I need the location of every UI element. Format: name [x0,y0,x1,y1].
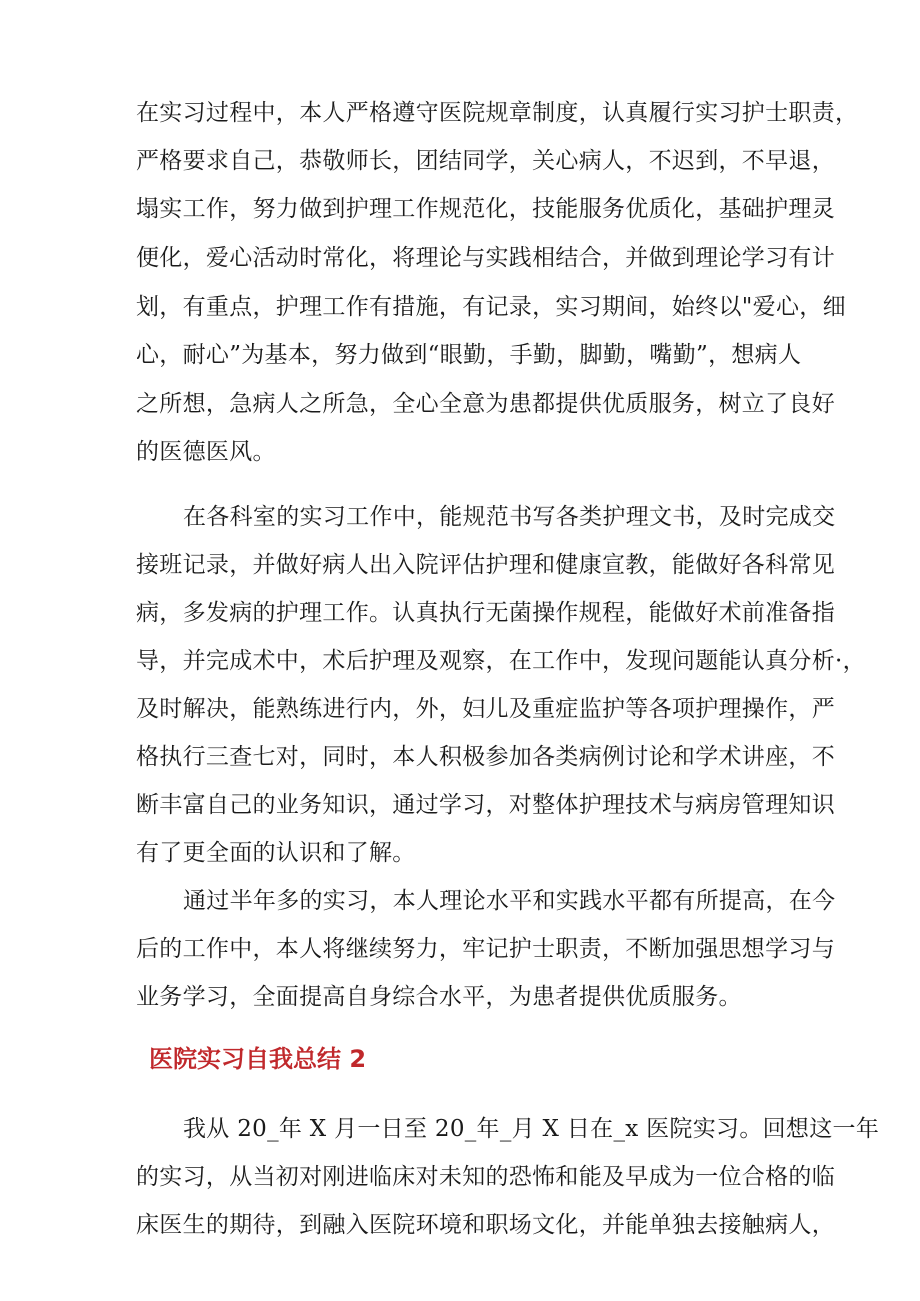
paragraph-line: 便化，爱心活动时常化，将理论与实践相结合，并做到理论学习有计 [136,245,835,271]
paragraph-line: 心，耐心”为基本，努力做到“眼勤，手勤，脚勤，嘴勤”，想病人 [136,342,802,368]
paragraph-line: 我从 20_年 X 月一日至 20_年_月 X 日在_x 医院实习。回想这一年 [183,1116,880,1142]
paragraph-line: 划，有重点，护理工作有措施，有记录，实习期间，始终以"爱心，细 [136,294,846,320]
paragraph-line: 病，多发病的护理工作。认真执行无菌操作规程，能做好术前准备指 [136,600,835,626]
paragraph-line: 在各科室的实习工作中，能规范书写各类护理文书，及时完成交 [183,504,836,530]
paragraph-line: 有了更全面的认识和了解。 [136,840,416,866]
paragraph-line: 后的工作中，本人将继续努力，牢记护士职责，不断加强思想学习与 [136,936,835,962]
paragraph-line: 塌实工作，努力做到护理工作规范化，技能服务优质化，基础护理灵 [136,196,835,222]
paragraph-line: 通过半年多的实习，本人理论水平和实践水平都有所提高，在今 [183,888,836,914]
paragraph-line: 及时解决，能熟练进行内，外，妇儿及重症监护等各项护理操作，严 [136,696,835,722]
paragraph-line: 导，并完成术中，术后护理及观察，在工作中，发现问题能认真分析·， [136,648,866,674]
paragraph-line: 的实习，从当初对刚进临床对未知的恐怖和能及早成为一位合格的临 [136,1164,835,1190]
paragraph-line: 之所想，急病人之所急，全心全意为患都提供优质服务，树立了良好 [136,391,835,417]
paragraph-line: 的医德医风。 [136,439,276,465]
section-heading: 医院实习自我总结 2 [149,1045,367,1073]
paragraph-line: 接班记录，并做好病人出入院评估护理和健康宣教，能做好各科常见 [136,552,835,578]
paragraph-line: 在实习过程中，本人严格遵守医院规章制度，认真履行实习护士职责， [136,100,859,126]
paragraph-line: 业务学习，全面提高自身综合水平，为患者提供优质服务。 [136,984,742,1010]
paragraph-line: 床医生的期待，到融入医院环境和职场文化，并能单独去接触病人， [136,1212,835,1238]
paragraph-line: 严格要求自己，恭敬师长，团结同学，关心病人，不迟到，不早退， [136,148,835,174]
paragraph-line: 格执行三查七对，同时，本人积极参加各类病例讨论和学术讲座，不 [136,744,835,770]
paragraph-line: 断丰富自己的业务知识，通过学习，对整体护理技术与病房管理知识 [136,792,835,818]
